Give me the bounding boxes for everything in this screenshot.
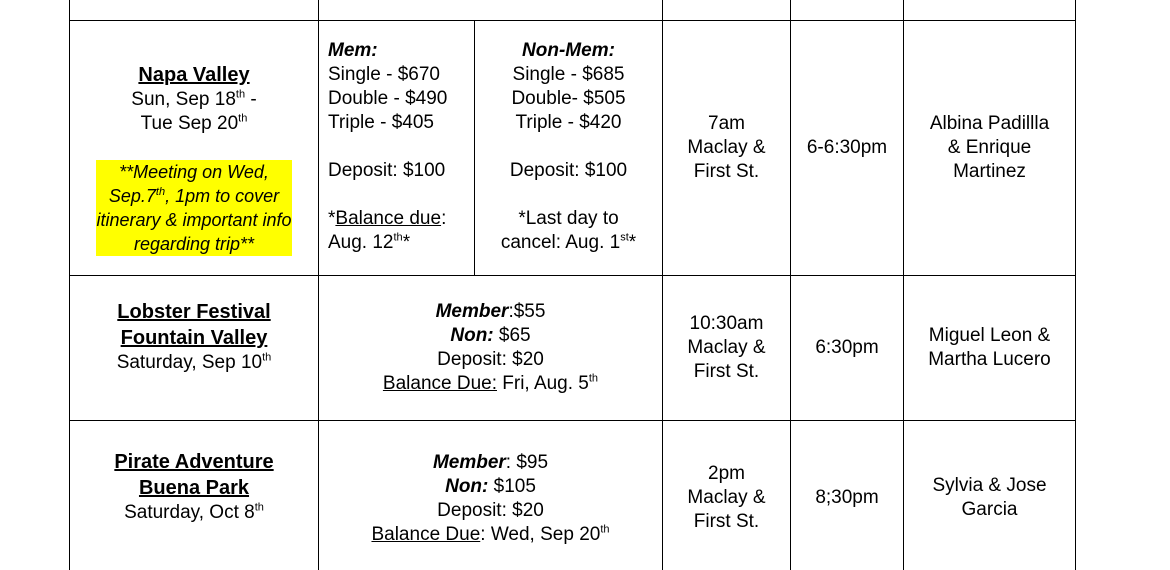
departure-cell: 10:30am Maclay & First St. [687,313,766,382]
meeting-note: **Meeting on Wed, Sep.7th, 1pm to cover itinerary & important info regarding trip** [96,162,292,254]
hosts-cell: Miguel Leon & Martha Lucero [928,325,1051,370]
hosts-cell: Albina Padillla & Enrique Martinez [929,113,1050,182]
return-cell: 6-6:30pm [806,137,888,158]
trip-dates: Sun, Sep 18th - [131,88,257,110]
balance-due: *Balance due: [328,208,447,229]
trip-title: Pirate Adventure [114,451,274,473]
departure-cell: 7am Maclay & First St. [687,113,766,182]
member-pricing: Mem: Single - $670 Double - $490 Triple - $405 Deposit: $100 *Balance due: Aug. 12th* [328,40,448,253]
departure-cell: 2pm Maclay & First St. [687,463,766,532]
return-cell: 8;30pm [815,487,879,508]
trip-date: Saturday, Sep 10th [116,351,272,373]
pricing-cell: Member:$55 Non: $65 Deposit: $20 Balance Due: Fri, Aug. 5th [382,301,599,394]
return-cell: 6:30pm [815,337,879,358]
trip-name-cell [70,299,318,375]
trip-title: Napa Valley [138,64,250,86]
trip-name-cell [70,449,318,525]
nonmember-pricing: Non-Mem: Single - $685 Double- $505 Triple - $420 Deposit: $100 *Last day to cancel: Aug. 1st* [500,40,637,253]
pricing-cell: Member: $95 Non: $105 Deposit: $20 Balance Due: Wed, Sep 20th [371,452,610,545]
trip-name-cell [70,62,318,256]
trip-location: Buena Park [138,477,250,499]
trip-location: Fountain Valley [120,327,268,349]
trip-dates: Tue Sep 20th [140,112,248,134]
hosts-cell: Sylvia & Jose Garcia [932,475,1047,520]
table-border [1075,0,1076,570]
row-divider [69,420,1076,421]
trip-date: Saturday, Oct 8th [124,501,264,523]
trip-title: Lobster Festival [117,301,271,323]
